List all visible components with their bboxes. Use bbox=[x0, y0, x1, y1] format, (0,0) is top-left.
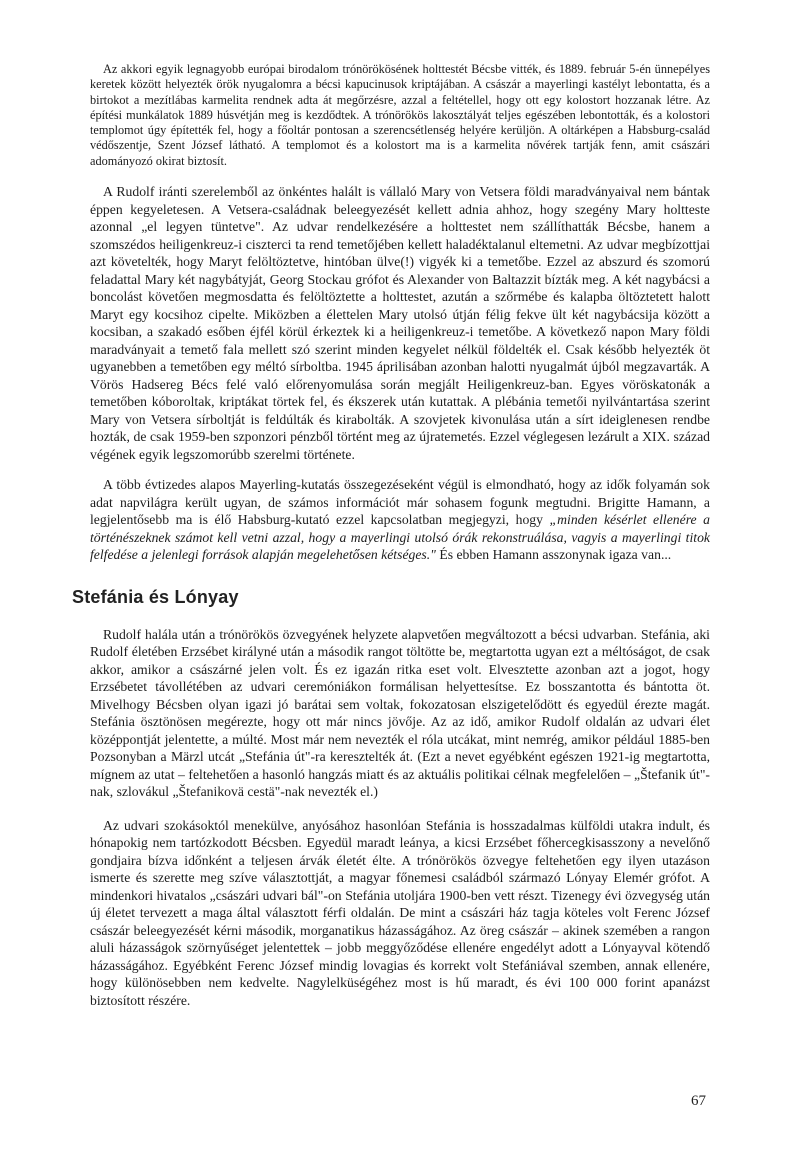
section-heading: Stefánia és Lónyay bbox=[72, 586, 239, 607]
paragraph-3 bbox=[90, 476, 710, 564]
page-content bbox=[72, 62, 710, 1009]
page-number: 67 bbox=[691, 1093, 706, 1109]
paragraph-5: Az udvari szokásoktól menekülve, anyósához hasonlóan Stefánia is hosszadalmas külföldi utakra indult, és hónapokig nem tartózkodott Bécsben. Egyedül maradt leánya, a kicsi Erzsébet főhercegkisasszony a nevelőnő gondjaira bízva időnként a teljesen árvák életét élte. A trónörökös özvegye feltehetően egy ilyen utazáson ismerte és szerette meg szíve választottját, a magyar főnemesi családból származó Lónyay Elemér grófot. A mindenkori hivatalos „császári udvari bál"-on Stefánia utoljára 1900-ben vett részt. Tizenegy évi özvegység után új életet tervezett a maga által választott férfi oldalán. De mint a császári ház tagja köteles volt Ferenc József császár beleegyezését kérni második, morganatikus házasságához. Az öreg császár – akinek szemében a rangon aluli házasságok szörnyűséget jelentettek – jobb meggyőződése ellenére engedélyt adott a Lónyayval kötendő házasságához. Egyébként Ferenc József mindig lovagias és korrekt volt Stefániával szemben, annak ellenére, hogy különösebben nem kedvelte. Nagylelküségéhez most is hű maradt, és évi 100 000 forint apanázst biztosított részére. bbox=[90, 817, 710, 1008]
paragraph-2: A Rudolf iránti szerelemből az önkéntes halált is vállaló Mary von Vetsera földi maradványaival nem bántak éppen kegyeletesen. A Vetsera-családnak beleegyezését kellett adnia ahhoz, hogy szegény Mary holtteste azonnal „el legyen tüntetve". Az udvar rendelkezésére a holttestet nem szállíthatták Bécsbe, hanem a szomszédos heiligenkreuz-i ciszterci ta rend temetőjében kellett haladéktalanul eltemetni. Az udvar megbízottjai azt követelték, hogy Maryt felöltöztetve, hintóban ülve(!) vigyék ki a temetőbe. Ezzel az abszurd és szomorú feladattal Mary két nagybátyját, Georg Stockau grófot és Alexander von Baltazzit bízták meg. A két nagybácsi a boncolást követően megmosdatta és felöltöztette a holttestet, azután a szőrmébe és kalapba öltöztetett halott Maryt egy kocsihoz cipelte. Miközben a élettelen Mary utolsó útján félig fekve ült két nagybácsija között a kocsiban, a szakadó esőben éjfél körül érkeztek ki a heiligenkreuz-i temetőbe. A következő napon Mary földi maradványait a temető fala mellett szó szerint minden kegyelet nélkül földelték el. Csak később helyezték öt ugyanebben a temetőben egy méltó sírboltba. 1945 áprilisában azonban halotti nyugalmát újból megzavarták. A Vörös Hadsereg Bécs felé való előrenyomulása során megjált Heiligenkreuz-ban. Egyes vöröskatonák a temetőben kóboroltak, kriptákat törtek fel, és ékszerek után kutattak. A plébánia temetői nyilvántartása szerint Mary von Vetsera sírboltját is feldúlták és kirabolták. A szovjetek kivonulása után a sírt ideiglenesen rendbe hozták, de csak 1959-ben szponzori pénzből történt meg az újratemetés. Ezzel véglegesen lezárult a XIX. század végének egyik legszomorúbb szerelmi története. bbox=[90, 184, 710, 462]
paragraph-3-start: A több évtizedes alapos Mayerling-kutatás összegezéseként végül is elmondható, hogy az idők folyamán sok adat napvilágra került ugyan, de számos információt már sohasem fogunk megtudni. Brigitte Hamann, a legjelentősebb ma is élő Habsburg-kutató ezzel kapcsolatban megjegyzi, hogy bbox=[90, 477, 710, 528]
paragraph-1: Az akkori egyik legnagyobb európai birodalom trónörökösének holttestét Bécsbe vitték, és 1889. február 5-én ünnepélyes keretek között helyezték örök nyugalomra a bécsi kapucinusok kriptájában. A császár a mayerlingi kastélyt lebontatta, és a birtokot a mezítlábas karmelita rendnek adta át megőrzésre, azzal a feltétellel, hogy ott egy kolostort hozzanak létre. Az építési munkálatok 1889 húsvétján meg is kezdődtek. A trónörökös lakosztályát teljes egészében lebontották, és a kolostori templomot úgy építették fel, hogy a főoltár pontosan a szerencsétlenség helyére kerüljön. A oltárképen a Habsburg-család védőszentje, Szent József látható. A templomot és a kolostort ma is a karmelita nővérek tartják fenn, amit császári adományozó okirat biztosít. bbox=[90, 62, 710, 168]
hamann-quote: „minden késérlet ellenére a történészeknek számot kell vetni azzal, hogy a mayerlingi utolsó órák rekonstruálása, vagyis a mayerlingi titok felfedése a jelenlegi források alapján megelehetősen kétséges." bbox=[90, 512, 710, 563]
paragraph-4: Rudolf halála után a trónörökös özvegyének helyzete alapvetően megváltozott a bécsi udvarban. Stefánia, aki Rudolf életében Erzsébet királyné után a második rangot töltötte be, megtartotta ugyan ezt a méltóságot, de csak akkor, amikor a császárné jelen volt. És ez igazán ritka eset volt. Elvesztette azonban azt a jogot, hogy Erzsébetet távollétében az udvari ceremóniákon formálisan helyettesítse. Ez bosszantotta és bántotta öt. Mivelhogy Bécsben olyan igazi jó barátai sem voltak, fokozatosan elszigetelődött és egyedül érezte magát. Stefánia ösztönösen megérezte, hogy ott már nincs jövője. Az az idő, amikor Rudolf oldalán az udvari élet középpontját jelentette, a múlté. Most már nem nevezték el róla utcákat, mint nemrég, amikor például 1885-ben Pozsonyban a Märzl utcát „Stefánia út"-ra keresztelték át. (Ezt a nevet egyébként egészen 1921-ig megtartotta, mígnem az utat – feltehetően a hasonló hangzás miatt és az aktuális politikai célnak megfelelően – „Štefanik út"-nak, szlovákul „Štefanikovä cestä"-nak nevezték el.) bbox=[90, 626, 710, 800]
paragraph-3-end: És ebben Hamann asszonynak igaza van... bbox=[435, 547, 672, 563]
